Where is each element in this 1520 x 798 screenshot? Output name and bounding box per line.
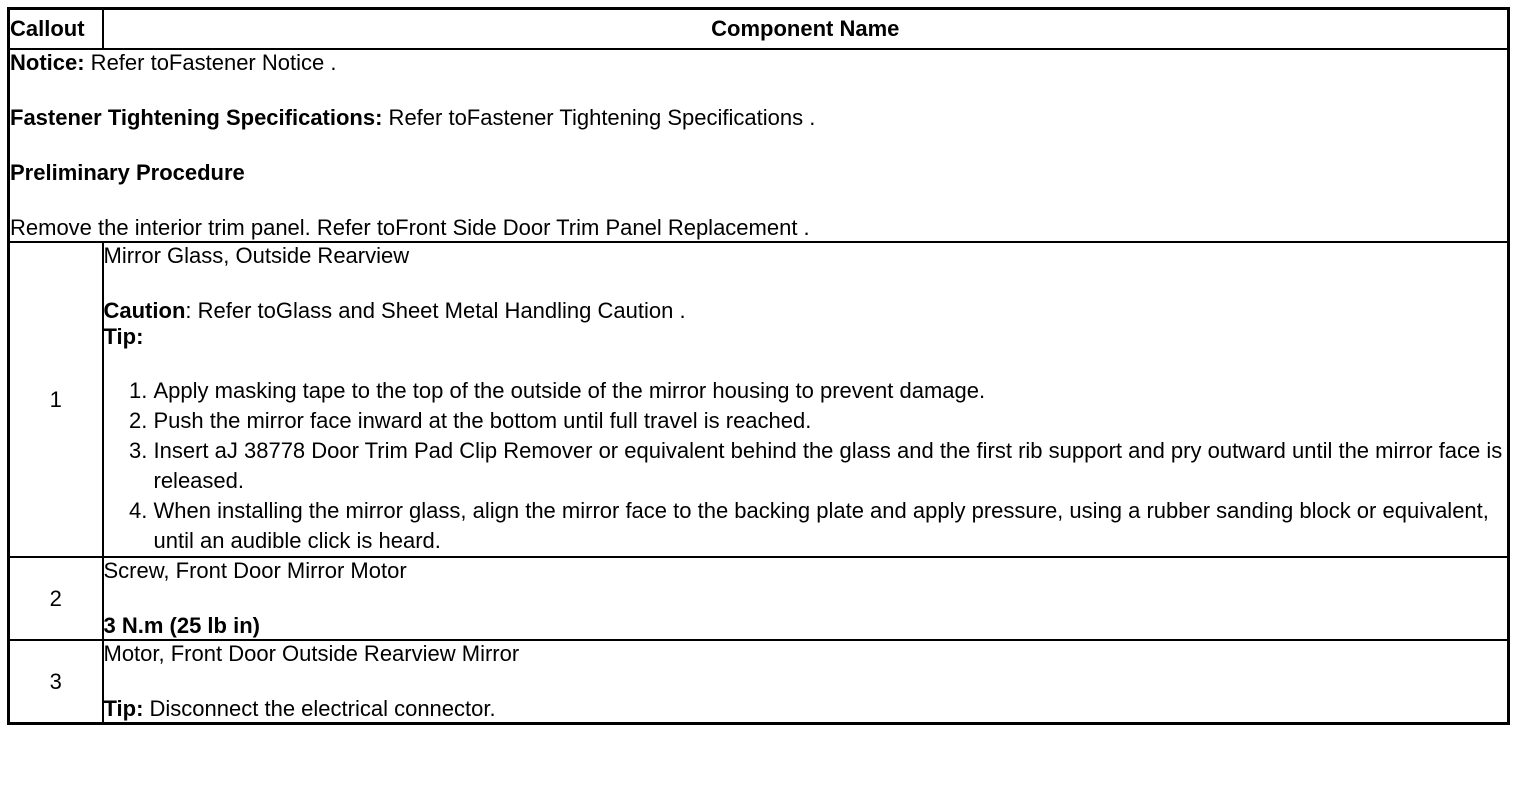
component-cell [103, 242, 1509, 557]
intro-row [9, 49, 1509, 242]
component-name: Motor, Front Door Outside Rearview Mirror [103, 641, 520, 666]
component-name: Screw, Front Door Mirror Motor [103, 558, 407, 583]
component-name: Mirror Glass, Outside Rearview [103, 243, 410, 268]
spec-label: Fastener Tightening Specifications: [10, 105, 383, 130]
caution-paragraph [104, 298, 1508, 324]
component-cell [103, 557, 1509, 640]
table-row [9, 242, 1509, 557]
tip-label: Tip: [103, 696, 144, 721]
torque-spec: 3 N.m (25 lb in) [103, 613, 260, 638]
step-text: Push the mirror face inward at the bottom until full travel is reached. [153, 408, 812, 433]
list-item [154, 376, 1508, 406]
prelim-heading: Preliminary Procedure [10, 160, 245, 185]
steps-list [104, 376, 1508, 556]
callout-number: 3 [9, 640, 103, 724]
callout-number: 2 [9, 557, 103, 640]
prelim-text: Remove the interior trim panel. Refer toFront Side Door Trim Panel Replacement . [10, 215, 810, 240]
step-text: Apply masking tape to the top of the outside of the mirror housing to prevent damage. [153, 378, 986, 403]
procedure-table [7, 7, 1510, 725]
notice-paragraph [10, 50, 1507, 76]
list-item [154, 436, 1508, 496]
spec-text: Refer toFastener Tightening Specifications . [382, 105, 816, 130]
tip-paragraph [104, 696, 1508, 722]
header-row [9, 9, 1509, 50]
list-item [154, 496, 1508, 556]
notice-text: Refer toFastener Notice . [84, 50, 337, 75]
callout-number: 1 [9, 242, 103, 557]
spec-paragraph [10, 105, 1507, 131]
notice-label: Notice: [10, 50, 85, 75]
component-name-header: Component Name [103, 9, 1509, 50]
component-cell [103, 640, 1509, 724]
table-row [9, 557, 1509, 640]
list-item [154, 406, 1508, 436]
caution-text: : Refer toGlass and Sheet Metal Handling Caution . [185, 298, 686, 323]
table-row [9, 640, 1509, 724]
intro-cell [9, 49, 1509, 242]
callout-header: Callout [9, 9, 103, 50]
tip-text: Disconnect the electrical connector. [143, 696, 496, 721]
caution-label: Caution [103, 298, 186, 323]
step-text: Insert aJ 38778 Door Trim Pad Clip Remover or equivalent behind the glass and the first rib support and pry outward until the mirror face is released. [153, 438, 1503, 493]
step-text: When installing the mirror glass, align the mirror face to the backing plate and apply pressure, using a rubber sanding block or equivalent, until an audible click is heard. [153, 498, 1489, 553]
tip-label: Tip: [103, 324, 144, 349]
